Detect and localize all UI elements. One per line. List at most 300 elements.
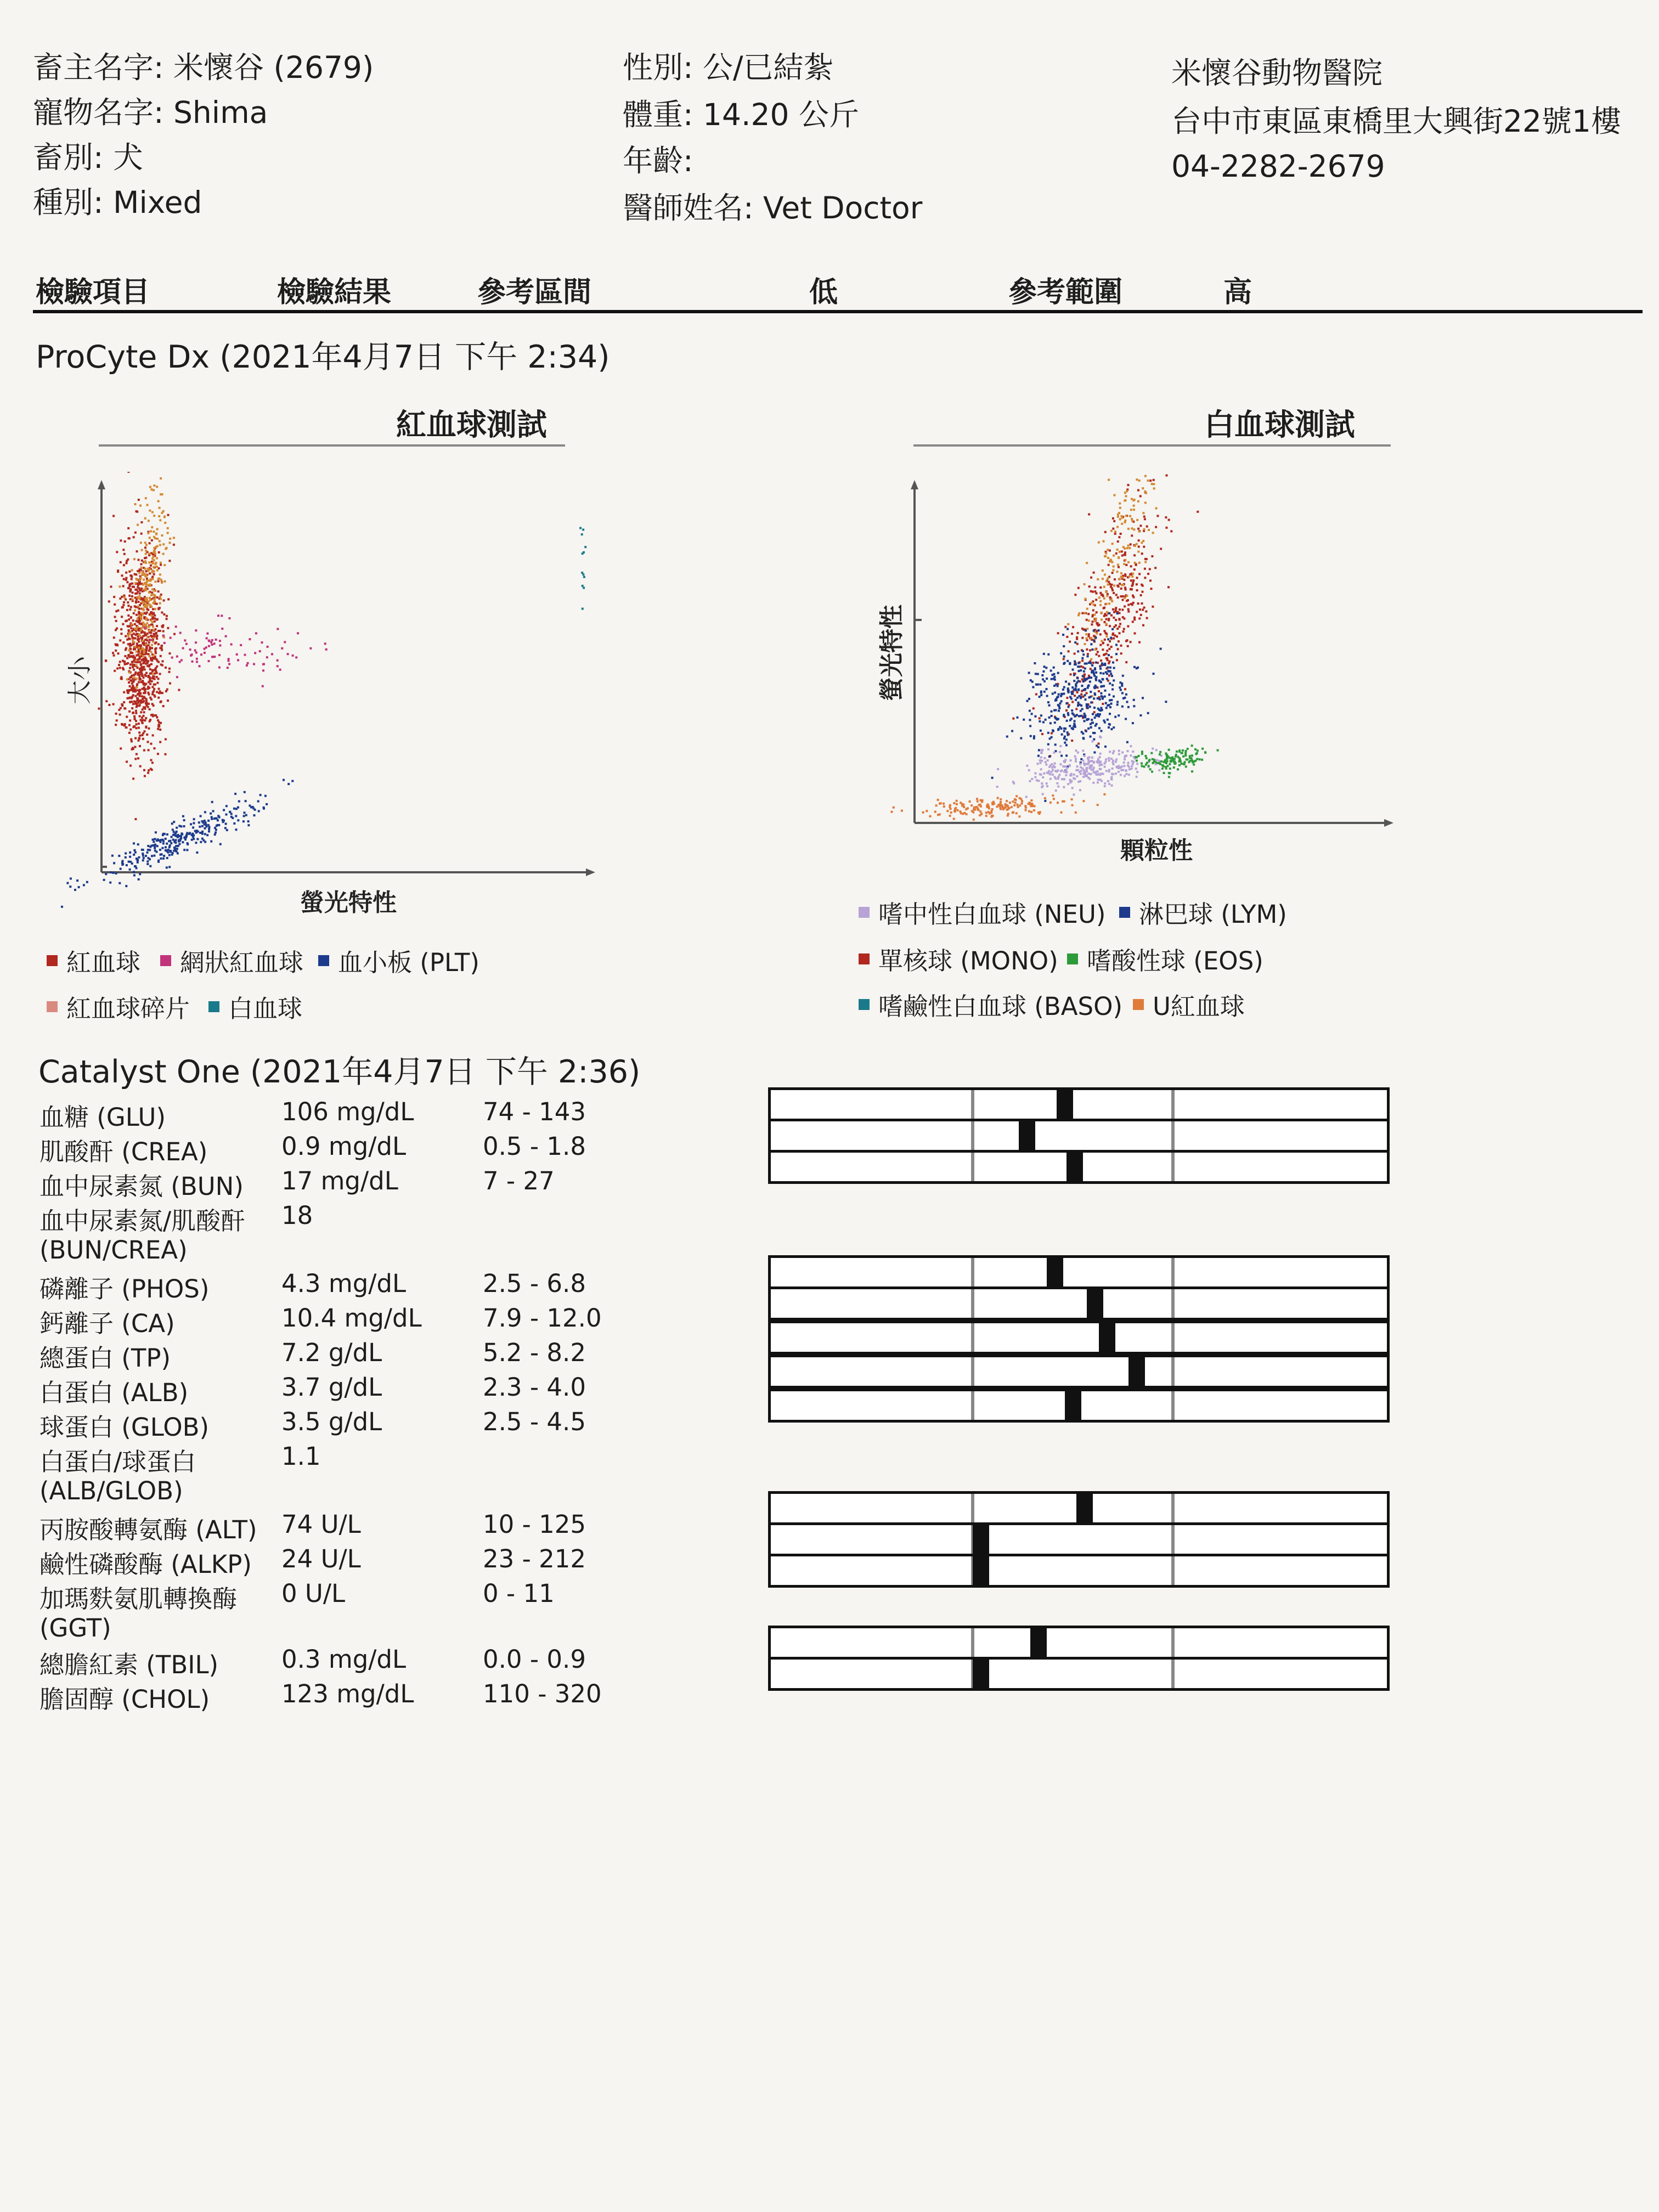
rbc-point	[158, 567, 160, 569]
lym-point	[1122, 697, 1125, 699]
mono-point	[1086, 692, 1088, 695]
platelet-point	[111, 855, 114, 857]
rbc-point	[157, 578, 160, 580]
neu-point	[1088, 778, 1091, 780]
mono-point	[1103, 630, 1105, 632]
mono-point	[1130, 543, 1132, 545]
lym-point	[1059, 702, 1061, 704]
lym-point	[1101, 730, 1103, 732]
lym-point	[1087, 727, 1090, 730]
lym-point	[1047, 743, 1049, 746]
u-rbc-point	[985, 811, 988, 814]
range-marker	[973, 1556, 989, 1585]
platelet-point	[208, 828, 210, 830]
rbc-point	[142, 708, 144, 710]
reticulocyte-point	[244, 654, 246, 656]
rbc-point	[131, 635, 133, 637]
reticulocyte-point	[196, 661, 198, 663]
legend-label: 網狀紅血球	[180, 948, 304, 977]
neu-point	[1132, 751, 1134, 753]
mono-point	[1144, 501, 1147, 504]
lym-point	[1109, 706, 1111, 708]
platelet-point	[196, 851, 198, 854]
lym-point	[1047, 653, 1049, 656]
rbc-point	[129, 651, 132, 653]
mono-point	[1102, 594, 1104, 596]
reticulocyte-point	[191, 653, 193, 656]
rbc-point	[137, 702, 139, 704]
rbc-point	[139, 668, 141, 670]
lym-point	[1081, 685, 1084, 687]
rbc-xlabel: 螢光特性	[300, 889, 397, 917]
mono-point	[1110, 599, 1113, 601]
lym-point	[1080, 669, 1082, 672]
rbc-point	[134, 582, 137, 584]
rbc-point	[145, 726, 148, 728]
lym-point	[1085, 679, 1087, 681]
col-result: 檢驗結果	[277, 276, 392, 309]
lym-point	[1098, 727, 1101, 729]
neu-point	[1133, 756, 1135, 758]
platelet-point	[149, 865, 151, 867]
platelet-point	[145, 855, 147, 857]
lym-point	[1108, 704, 1110, 706]
mono-point	[1138, 641, 1141, 644]
lym-point	[1063, 656, 1065, 658]
mono-point	[1170, 530, 1172, 532]
rbc-point	[153, 515, 155, 517]
rbc-point	[163, 613, 165, 616]
mono-point	[1142, 487, 1144, 489]
mono-point	[1144, 577, 1146, 579]
platelet-point	[195, 842, 198, 844]
reticulocyte-point	[219, 640, 221, 642]
mono-point	[1126, 595, 1128, 597]
u-rbc-point	[979, 810, 981, 812]
lym-point	[1094, 667, 1096, 669]
platelet-point	[125, 885, 127, 887]
neu-point	[1012, 781, 1014, 783]
rbc-point	[162, 705, 165, 707]
rbc-point	[123, 553, 126, 555]
rbc-point	[105, 659, 107, 662]
rbc-point	[149, 655, 151, 657]
mono-point	[1085, 633, 1087, 635]
mono-point	[1092, 609, 1094, 611]
u-rbc-point	[1053, 798, 1055, 800]
rbc-point	[146, 578, 148, 580]
lym-point	[1067, 712, 1069, 714]
rbc-point	[122, 606, 124, 608]
mono-point	[1111, 561, 1114, 563]
mono-point	[1122, 630, 1125, 633]
neu-point	[1093, 767, 1095, 769]
lym-point	[1097, 746, 1099, 748]
neu-point	[1152, 748, 1154, 750]
lym-point	[1082, 675, 1084, 677]
mono-point	[1132, 584, 1134, 586]
mono-point	[1097, 651, 1099, 653]
platelet-point	[207, 820, 210, 822]
rbc-point	[121, 574, 123, 577]
reticulocyte-point	[325, 648, 328, 651]
mono-point	[1119, 583, 1121, 585]
mono-point	[1125, 515, 1127, 517]
mono-point	[1124, 551, 1126, 554]
legend-swatch	[160, 955, 171, 966]
rbc-point	[149, 613, 151, 616]
platelet-point	[166, 866, 168, 868]
reticulocyte-point	[230, 644, 233, 646]
lym-point	[1091, 722, 1093, 724]
lym-point	[1058, 707, 1060, 709]
mono-point	[1120, 533, 1122, 535]
rbc-point	[158, 688, 160, 690]
rbc-point	[160, 562, 162, 564]
rbc-point	[131, 697, 133, 699]
lym-point	[1084, 694, 1086, 696]
rbc-point	[139, 614, 141, 617]
neu-point	[1097, 778, 1099, 781]
eos-point	[1168, 776, 1170, 778]
rbc-point	[125, 579, 127, 581]
lym-point	[1109, 699, 1111, 702]
rbc-point	[157, 500, 160, 503]
neu-point	[1052, 774, 1054, 776]
neu-point	[1065, 769, 1068, 771]
platelet-point	[235, 815, 237, 817]
mono-point	[1084, 612, 1086, 614]
rbc-point	[136, 579, 138, 581]
u-rbc-point	[1017, 804, 1019, 806]
eos-point	[1148, 765, 1150, 767]
rbc-point	[149, 648, 151, 651]
lym-point	[1011, 730, 1013, 732]
lym-point	[1104, 664, 1106, 666]
rbc-point	[133, 536, 135, 538]
rbc-point	[155, 533, 157, 535]
neu-point	[1097, 781, 1099, 783]
mono-point	[1118, 618, 1120, 620]
lym-point	[1053, 676, 1056, 678]
neu-point	[1049, 773, 1051, 775]
neu-point	[1131, 768, 1133, 770]
lym-point	[1095, 714, 1097, 716]
reticulocyte-point	[263, 663, 265, 665]
rbc-point	[119, 597, 121, 600]
rbc-point	[150, 759, 153, 761]
rbc-point	[147, 692, 149, 694]
rbc-point	[137, 618, 139, 620]
rbc-point	[153, 654, 155, 656]
mono-point	[1108, 479, 1110, 481]
neu-point	[1051, 771, 1053, 773]
mono-point	[1143, 528, 1146, 531]
rbc-point	[138, 595, 140, 597]
platelet-point	[147, 845, 149, 847]
reticulocyte-point	[215, 639, 217, 641]
mono-point	[1152, 606, 1154, 608]
lym-point	[1034, 715, 1036, 718]
rbc-point	[158, 551, 160, 554]
lym-point	[1029, 725, 1031, 727]
rbc-point	[132, 666, 134, 668]
rbc-point	[154, 747, 156, 749]
mono-point	[1129, 573, 1131, 575]
lym-point	[1065, 702, 1068, 704]
lym-point	[1064, 742, 1066, 744]
lym-point	[1061, 693, 1063, 696]
neu-point	[1088, 767, 1091, 769]
rbc-point	[168, 671, 171, 673]
rbc-point	[146, 606, 148, 608]
lym-point	[1139, 714, 1142, 716]
reticulocyte-point	[271, 653, 273, 655]
rbc-point	[140, 681, 142, 683]
lym-point	[1073, 689, 1075, 691]
mono-point	[1147, 479, 1149, 482]
lym-point	[1093, 732, 1096, 734]
rbc-chart-title: 紅血球測試	[396, 407, 548, 442]
neu-point	[1045, 761, 1047, 763]
mono-point	[1122, 616, 1124, 618]
rbc-point	[157, 719, 159, 721]
rbc-point	[145, 544, 148, 546]
neu-point	[1123, 761, 1125, 764]
lym-point	[1109, 670, 1111, 673]
lym-point	[1043, 691, 1046, 693]
rbc-point	[115, 713, 117, 715]
lym-point	[1050, 670, 1052, 672]
platelet-point	[232, 817, 234, 819]
wbc-xlabel: 顆粒性	[1120, 837, 1193, 865]
lym-point	[1082, 737, 1085, 739]
rbc-point	[121, 723, 123, 725]
u-rbc-point	[1103, 793, 1105, 795]
neu-point	[1084, 755, 1086, 757]
neu-point	[1034, 776, 1036, 778]
mono-point	[1130, 603, 1132, 605]
rbc-point	[156, 665, 158, 668]
platelet-point	[163, 855, 165, 857]
lym-point	[1063, 737, 1065, 740]
eos-point	[1193, 764, 1195, 766]
lym-point	[1082, 650, 1084, 652]
rbc-point	[137, 667, 139, 669]
eos-point	[1185, 750, 1187, 752]
rbc-point	[150, 698, 153, 701]
mono-point	[1090, 637, 1092, 639]
rbc-point	[116, 551, 118, 553]
rbc-point	[147, 609, 149, 611]
rbc-point	[124, 723, 126, 725]
u-rbc-point	[1060, 811, 1063, 814]
result-value: 123 mg/dL	[281, 1679, 414, 1708]
reticulocyte-point	[255, 632, 257, 634]
rbc-point	[129, 701, 131, 703]
neu-point	[1041, 760, 1043, 762]
neu-point	[1057, 786, 1059, 788]
rbc-point	[143, 661, 145, 663]
lym-point	[1100, 707, 1102, 709]
result-value: 0 U/L	[281, 1579, 346, 1608]
mono-point	[1108, 648, 1110, 650]
mono-point	[1108, 662, 1110, 664]
rbc-point	[147, 687, 149, 690]
rbc-point	[144, 561, 146, 563]
platelet-point	[146, 863, 149, 865]
range-bar-ggt	[768, 1554, 1390, 1588]
rbc-point	[139, 589, 141, 591]
neu-point	[1088, 756, 1091, 758]
lym-point	[1112, 662, 1114, 664]
platelet-point	[133, 854, 135, 856]
rbc-point	[119, 585, 121, 588]
mono-point	[1118, 585, 1120, 588]
mono-point	[1128, 575, 1131, 578]
neu-point	[1059, 751, 1061, 753]
rbc-point	[159, 729, 161, 731]
lym-point	[1095, 637, 1097, 639]
mono-point	[1144, 518, 1146, 520]
lym-point	[1039, 684, 1041, 686]
platelet-point	[225, 823, 227, 825]
result-range: 2.5 - 4.5	[483, 1407, 586, 1436]
lym-point	[1028, 698, 1030, 700]
lym-point	[1084, 720, 1086, 722]
u-rbc-point	[963, 806, 965, 808]
wbc-chart-title: 白血球測試	[1204, 407, 1356, 442]
lym-point	[1094, 692, 1096, 695]
lym-point	[1066, 731, 1069, 733]
mono-point	[1115, 552, 1118, 555]
rbc-point	[151, 686, 154, 688]
neu-point	[1077, 752, 1079, 754]
mono-point	[1131, 527, 1133, 529]
rbc-scatter-points	[61, 472, 586, 908]
rbc-point	[159, 573, 161, 575]
neu-point	[1124, 775, 1126, 777]
rbc-point	[130, 627, 132, 629]
rbc-point	[146, 582, 148, 584]
eos-point	[1141, 751, 1143, 753]
rbc-point	[150, 565, 152, 567]
platelet-point	[200, 815, 202, 817]
lym-point	[1099, 665, 1101, 668]
range-bar-bun	[768, 1150, 1390, 1184]
mono-point	[1074, 653, 1076, 655]
eos-point	[1192, 761, 1194, 764]
col-ref-interval: 參考區間	[477, 276, 592, 309]
rbc-point	[119, 714, 121, 716]
lym-point	[1116, 701, 1119, 703]
lym-point	[1060, 652, 1062, 654]
mono-point	[1102, 648, 1104, 651]
platelet-point	[118, 855, 120, 857]
rbc-point	[153, 489, 155, 491]
platelet-point	[180, 825, 182, 827]
rbc-point	[139, 671, 142, 673]
neu-point	[1099, 756, 1101, 758]
lym-point	[1088, 676, 1091, 679]
lym-point	[1085, 698, 1087, 701]
neu-point	[1099, 764, 1101, 766]
legend-swatch	[859, 907, 870, 918]
lym-point	[1093, 738, 1095, 741]
eos-point	[1151, 771, 1153, 773]
mono-point	[1113, 566, 1115, 568]
lym-point	[1066, 720, 1068, 722]
neu-point	[1158, 760, 1160, 762]
rbc-point	[145, 683, 147, 685]
rbc-point	[162, 660, 164, 662]
rbc-point	[143, 616, 145, 618]
platelet-point	[153, 844, 155, 847]
reticulocyte-point	[266, 656, 268, 658]
platelet-point	[147, 849, 149, 851]
rbc-point	[144, 541, 146, 544]
rbc-point	[132, 690, 134, 692]
reticulocyte-point	[262, 669, 264, 672]
rbc-point	[151, 588, 154, 590]
legend-rbc	[47, 943, 140, 978]
reticulocyte-point	[249, 638, 251, 640]
lym-point	[1107, 667, 1109, 669]
mono-point	[1105, 591, 1107, 593]
mono-point	[1142, 609, 1144, 611]
rbc-point	[135, 606, 137, 608]
weight: 體重: 14.20 公斤	[623, 97, 859, 132]
mono-point	[1098, 541, 1100, 544]
mono-point	[1112, 569, 1114, 571]
platelet-point	[178, 840, 180, 843]
lym-point	[1028, 672, 1030, 674]
mono-point	[1143, 516, 1146, 518]
mono-point	[1130, 641, 1132, 643]
lym-point	[1051, 710, 1053, 713]
mono-point	[1107, 549, 1109, 551]
rbc-point	[149, 552, 151, 555]
rbc-point	[136, 614, 138, 616]
rbc-point	[166, 615, 168, 617]
neu-point	[1097, 770, 1099, 772]
neu-point	[1054, 763, 1056, 765]
mono-point	[1119, 578, 1121, 580]
mono-point	[1107, 644, 1109, 646]
mono-point	[1108, 581, 1110, 583]
mono-point	[1165, 527, 1167, 529]
rbc-point	[160, 564, 162, 566]
platelet-point	[172, 852, 174, 854]
mono-point	[1081, 628, 1084, 630]
platelet-point	[210, 840, 212, 843]
platelet-point	[161, 847, 163, 849]
lym-point	[1147, 712, 1149, 714]
mono-point	[1120, 645, 1122, 647]
eos-point	[1150, 752, 1153, 754]
neu-point	[1076, 765, 1079, 768]
lym-point	[1090, 736, 1092, 738]
mono-point	[1120, 595, 1122, 597]
mono-point	[1119, 623, 1121, 625]
lym-point	[1046, 678, 1048, 680]
rbc-point	[161, 534, 163, 537]
legend-swatch	[859, 999, 870, 1010]
lym-point	[1054, 743, 1057, 746]
rbc-point	[129, 679, 132, 681]
mono-point	[1132, 602, 1135, 604]
mono-point	[1051, 732, 1053, 735]
